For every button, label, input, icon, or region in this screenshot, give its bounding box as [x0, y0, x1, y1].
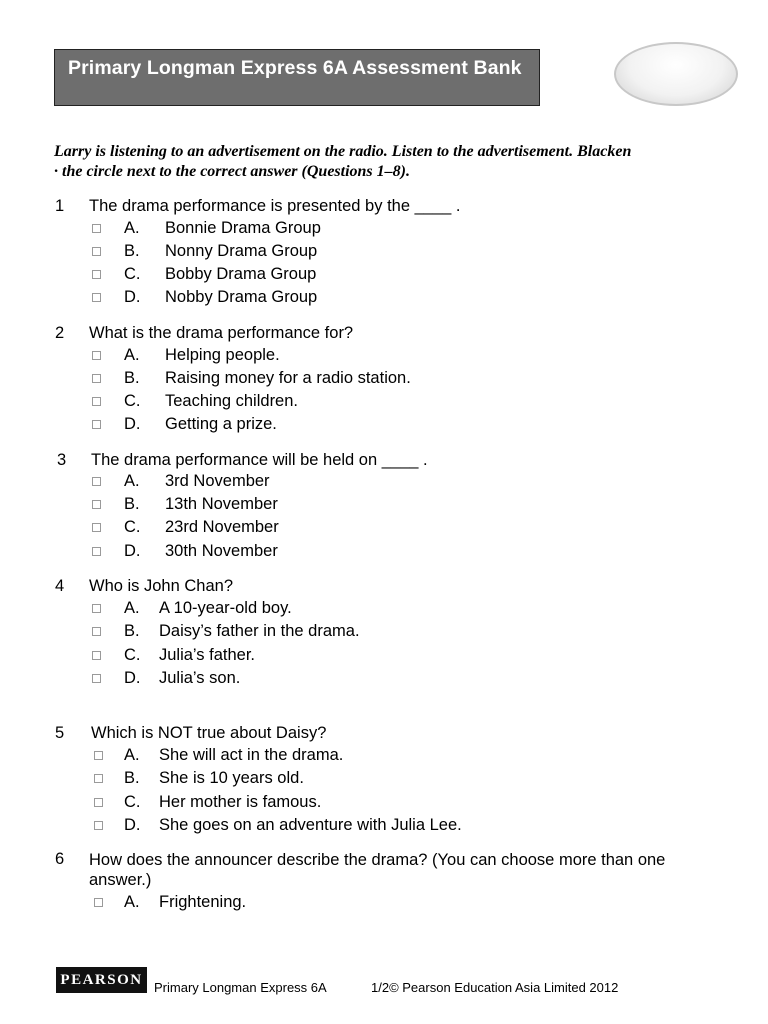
answer-checkbox[interactable] — [92, 477, 101, 486]
pearson-logo: PEARSON — [56, 967, 147, 993]
answer-checkbox[interactable] — [92, 420, 101, 429]
option-text: Bonnie Drama Group — [165, 219, 321, 237]
answer-checkbox[interactable] — [92, 674, 101, 683]
option-text: Julia’s son. — [159, 669, 241, 687]
score-oval — [614, 42, 738, 106]
answer-checkbox[interactable] — [92, 627, 101, 636]
option-text: Teaching children. — [165, 392, 298, 410]
option-letter: C. — [124, 265, 141, 283]
option-text: Helping people. — [165, 346, 280, 364]
answer-checkbox[interactable] — [92, 293, 101, 302]
question-text: Who is John Chan? — [89, 577, 233, 595]
answer-checkbox[interactable] — [92, 500, 101, 509]
option-letter: B. — [124, 369, 140, 387]
answer-checkbox[interactable] — [92, 604, 101, 613]
option-text: She goes on an adventure with Julia Lee. — [159, 816, 462, 834]
option-letter: B. — [124, 769, 140, 787]
answer-checkbox[interactable] — [92, 547, 101, 556]
option-letter: C. — [124, 646, 141, 664]
answer-checkbox[interactable] — [94, 798, 103, 807]
answer-checkbox[interactable] — [92, 651, 101, 660]
answer-checkbox[interactable] — [92, 247, 101, 256]
option-text: Julia’s father. — [159, 646, 256, 664]
option-letter: D. — [124, 415, 141, 433]
option-letter: D. — [124, 669, 141, 687]
option-letter: D. — [124, 542, 141, 560]
answer-checkbox[interactable] — [92, 224, 101, 233]
option-text: Nobby Drama Group — [165, 288, 318, 306]
option-letter: C. — [124, 793, 141, 811]
option-text: Frightening. — [159, 893, 247, 911]
option-letter: C. — [124, 392, 141, 410]
instructions — [54, 142, 724, 182]
option-letter: A. — [124, 472, 140, 490]
option-letter: B. — [124, 242, 140, 260]
option-text: Her mother is famous. — [159, 793, 322, 811]
option-letter: A. — [124, 893, 140, 911]
option-text: She is 10 years old. — [159, 769, 304, 787]
option-letter: D. — [124, 816, 141, 834]
question-number: 5 — [55, 724, 65, 742]
option-text: Bobby Drama Group — [165, 265, 317, 283]
option-text: Getting a prize. — [165, 415, 277, 433]
answer-checkbox[interactable] — [94, 821, 103, 830]
option-text: Nonny Drama Group — [165, 242, 318, 260]
question-number: 1 — [55, 197, 65, 215]
instructions-line1: Larry is listening to an advertisement on the radio. Listen to the advertisement. Blacken — [54, 143, 632, 160]
option-text: Raising money for a radio station. — [165, 369, 411, 387]
question-text: The drama performance is presented by the ____ . — [89, 197, 461, 215]
question-text: The drama performance will be held on ____ . — [91, 451, 428, 469]
option-letter: C. — [124, 518, 141, 536]
answer-checkbox[interactable] — [94, 898, 103, 907]
instructions-line2: the circle next to the correct answer (Questions 1–8). — [58, 163, 410, 180]
footer-book-title: Primary Longman Express 6A — [154, 980, 327, 995]
answer-checkbox[interactable] — [94, 751, 103, 760]
answer-checkbox[interactable] — [94, 774, 103, 783]
option-letter: D. — [124, 288, 141, 306]
option-letter: B. — [124, 622, 140, 640]
question-number: 2 — [55, 324, 65, 342]
header-title: Primary Longman Express 6A Assessment Bank — [68, 57, 522, 79]
option-letter: A. — [124, 219, 140, 237]
option-letter: B. — [124, 495, 140, 513]
option-letter: A. — [124, 746, 140, 764]
option-text: 13th November — [165, 495, 278, 513]
question-text: Which is NOT true about Daisy? — [91, 724, 327, 742]
answer-checkbox[interactable] — [92, 397, 101, 406]
option-letter: A. — [124, 599, 140, 617]
header-banner — [54, 49, 540, 106]
answer-checkbox[interactable] — [92, 351, 101, 360]
answer-checkbox[interactable] — [92, 270, 101, 279]
question-text: How does the announcer describe the drama? (You can choose more than one answer.) — [89, 851, 666, 889]
option-text: 3rd November — [165, 472, 270, 490]
option-text: Daisy’s father in the drama. — [159, 622, 360, 640]
question-text: What is the drama performance for? — [89, 324, 354, 342]
option-text: 30th November — [165, 542, 278, 560]
question-number: 4 — [55, 577, 65, 595]
option-text: She will act in the drama. — [159, 746, 344, 764]
option-text: 23rd November — [165, 518, 279, 536]
question-number: 6 — [55, 850, 65, 868]
question-number: 3 — [57, 451, 67, 469]
instructions-bullet: · — [54, 163, 58, 180]
option-text: A 10-year-old boy. — [159, 599, 292, 617]
answer-checkbox[interactable] — [92, 523, 101, 532]
option-letter: A. — [124, 346, 140, 364]
answer-checkbox[interactable] — [92, 374, 101, 383]
footer-page-copyright: 1/2© Pearson Education Asia Limited 2012 — [371, 980, 619, 995]
